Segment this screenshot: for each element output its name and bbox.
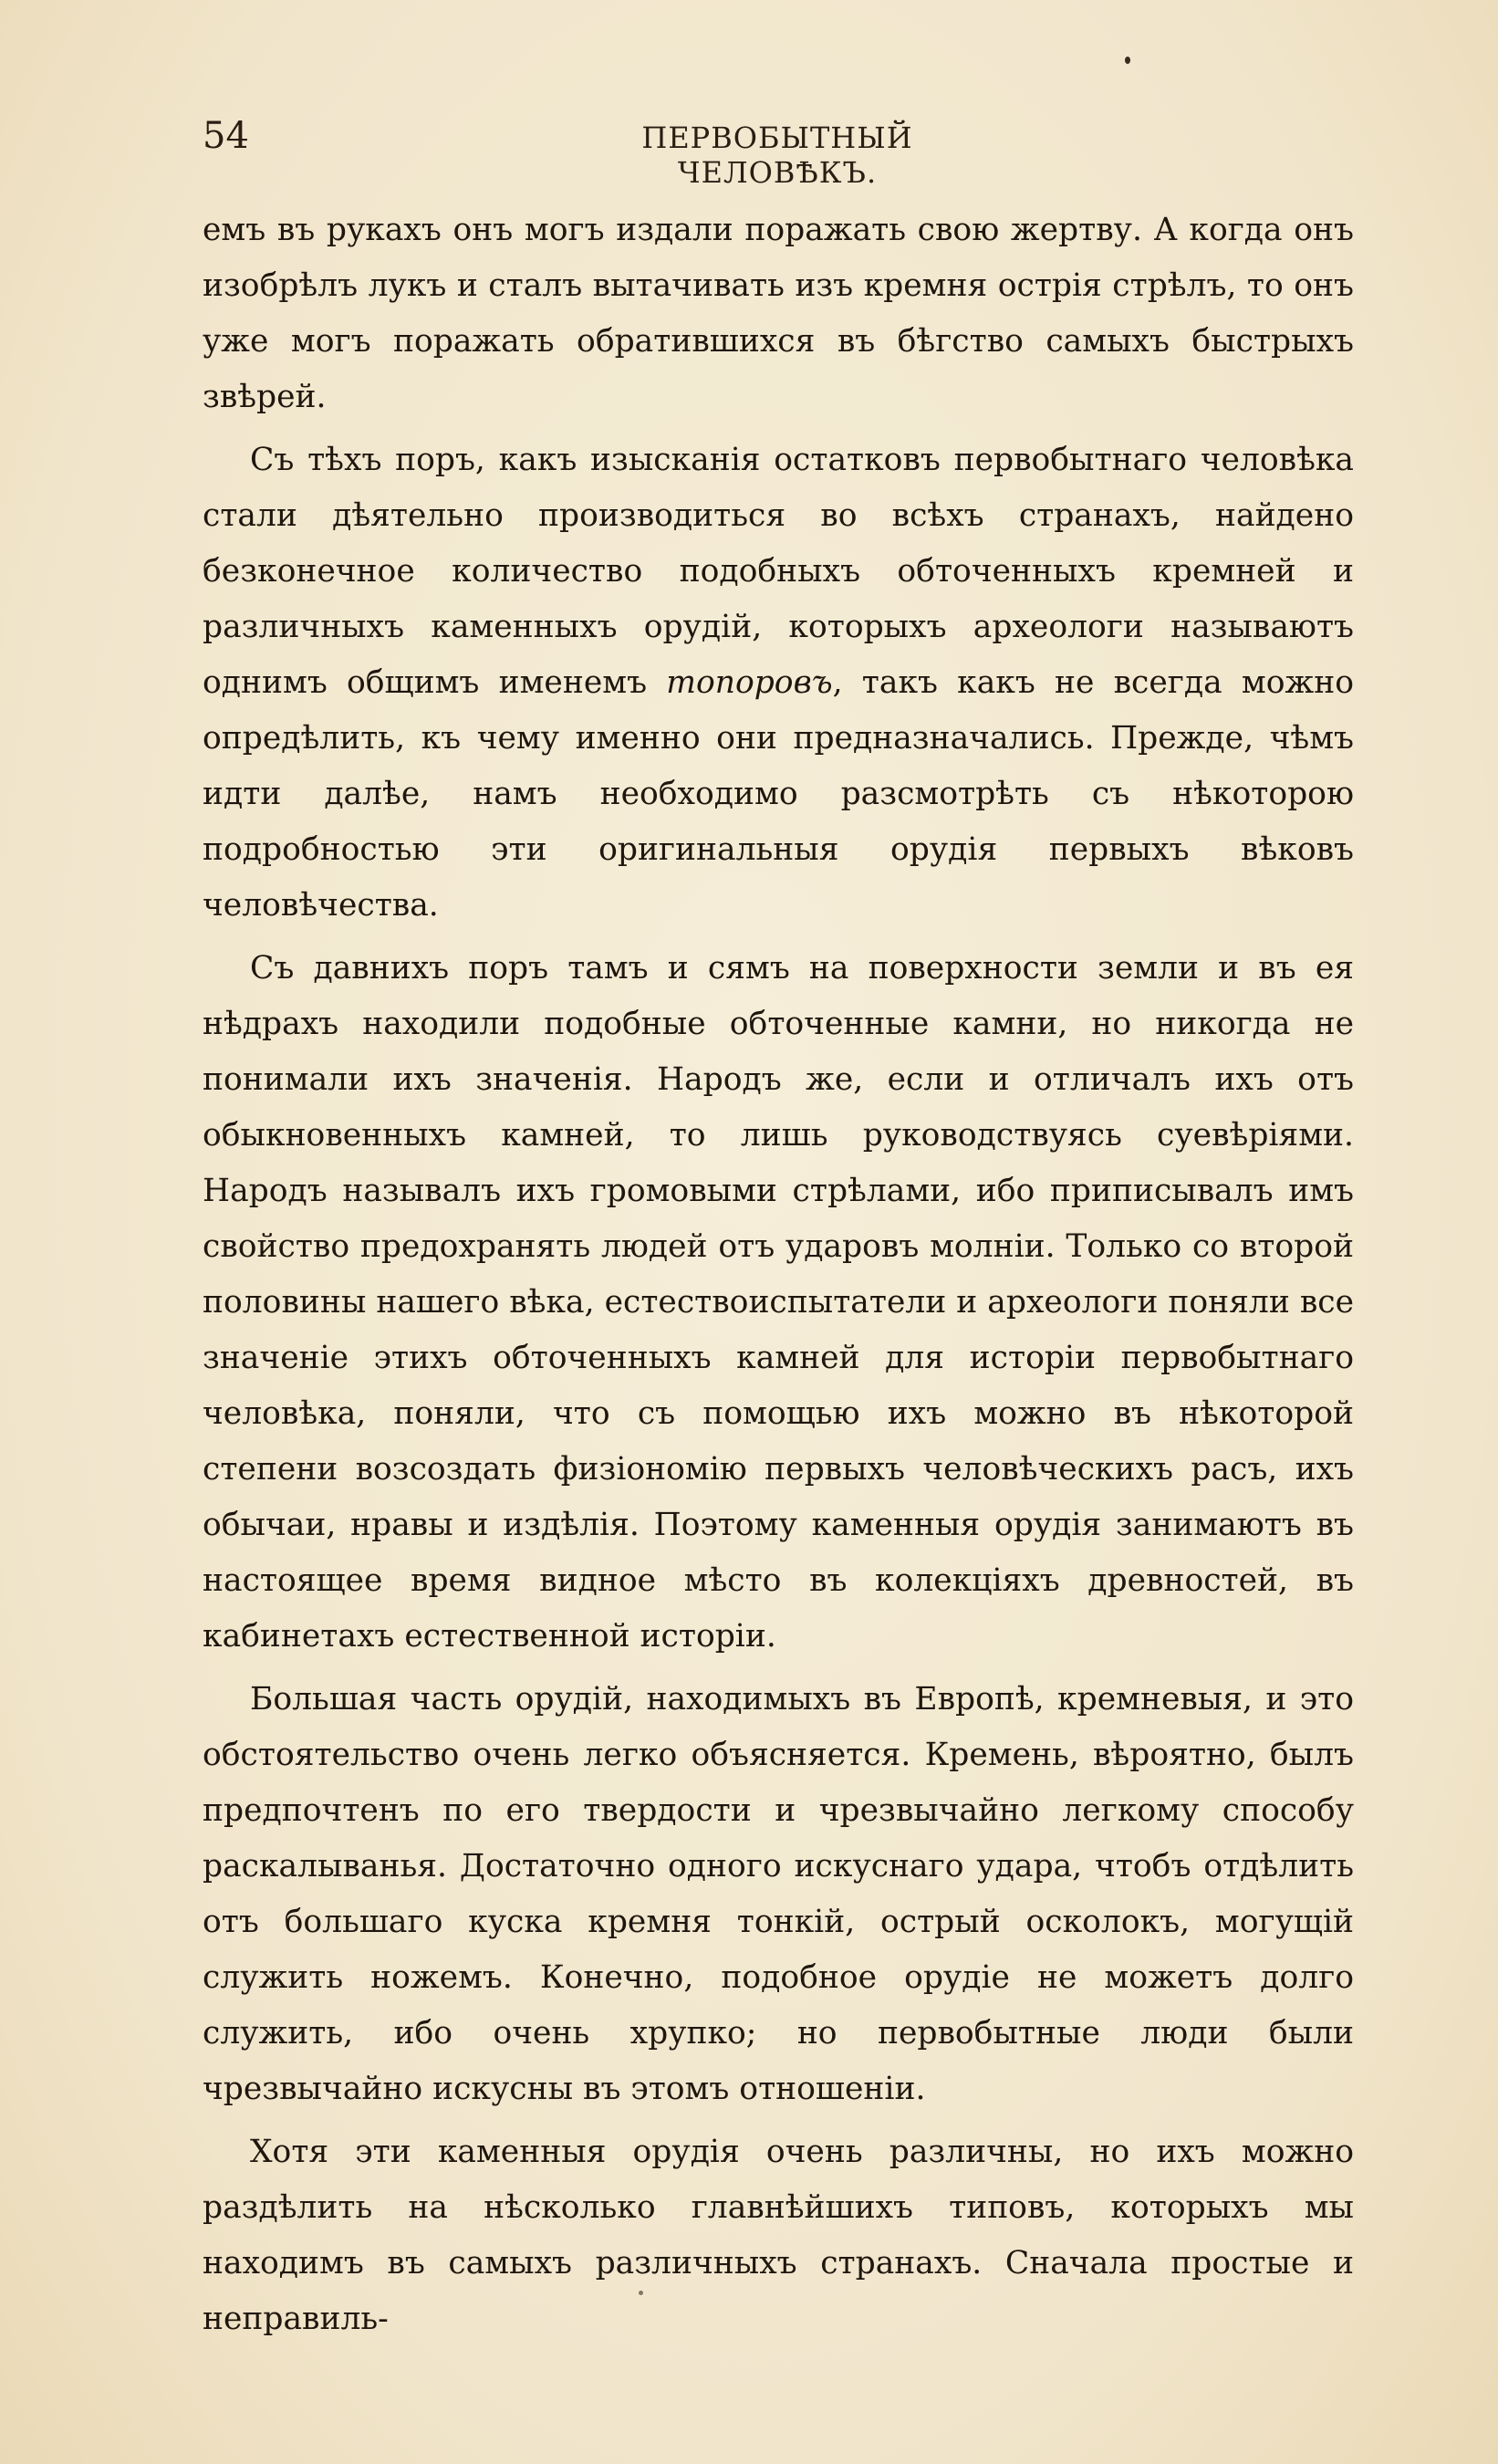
paragraph-4: Большая часть орудій, находимыхъ въ Европѣ, кремневыя, и это обстоятельство очень легко объясняется. Кремень, вѣроятно, былъ предпочтенъ по его твердости и чрезвычайно легкому способу раскалыванья. Достаточно одного искуснаго удара, чтобъ отдѣлить отъ большаго куска кремня тонкій, острый осколокъ, могущій служить ножемъ. Конечно, подобное орудіе не можетъ долго служить, ибо очень хрупко; но первобытные люди были чрезвычайно искусны въ этомъ отношеніи. bbox=[203, 1681, 1354, 2107]
paragraph-2 bbox=[203, 433, 1354, 934]
paragraph-2-text-start: Съ тѣхъ поръ, какъ изысканія остатковъ первобытнаго человѣка стали дѣятельно производиться во всѣхъ странахъ, найдено безконечное количество подобныхъ обточенныхъ кремней и различныхъ каменныхъ орудій, которыхъ археологи называютъ однимъ общимъ именемъ bbox=[203, 442, 1354, 701]
page-number: 54 bbox=[203, 115, 249, 157]
paragraph-1: емъ въ рукахъ онъ могъ издали поражать свою жертву. А когда онъ изобрѣлъ лукъ и сталъ вытачивать изъ кремня острія стрѣлъ, то онъ уже могъ поражать обратившихся въ бѣгство самыхъ быстрыхъ звѣрей. bbox=[203, 212, 1354, 415]
ink-speck bbox=[1125, 57, 1130, 64]
running-title: ПЕРВОБЫТНЫЙ ЧЕЛОВѢКЪ. bbox=[641, 120, 913, 190]
paragraph-5: Хотя эти каменныя орудія очень различны, но ихъ можно раздѣлить на нѣсколько главнѣйшихъ типовъ, которыхъ мы находимъ въ самыхъ различныхъ странахъ. Сначала простые и неправиль- bbox=[203, 2134, 1354, 2337]
paragraph-3: Съ давнихъ поръ тамъ и сямъ на поверхности земли и въ ея нѣдрахъ находили подобные обточенные камни, но никогда не понимали ихъ значенія. Народъ же, если и отличалъ ихъ отъ обыкновенныхъ камней, то лишь руководствуясь суевѣріями. Народъ называлъ ихъ громовыми стрѣлами, ибо приписывалъ имъ свойство предохранять людей отъ ударовъ молніи. Только со второй половины нашего вѣка, естествоиспытатели и археологи поняли все значеніе этихъ обточенныхъ камней для исторіи первобытнаго человѣка, поняли, что съ помощью ихъ можно въ нѣкоторой степени возсоздать физіономію первыхъ человѣческихъ расъ, ихъ обычаи, нравы и издѣлія. Поэтому каменныя орудія занимаютъ въ настоящее время видное мѣсто въ колекціяхъ древностей, въ кабинетахъ естественной исторіи. bbox=[203, 950, 1354, 1655]
paragraph-2-italic-term: топоровъ bbox=[666, 664, 833, 701]
page-header bbox=[203, 110, 1354, 190]
paragraph-2-text-end: , такъ какъ не всегда можно опредѣлить, къ чему именно они предназначались. Прежде, чѣмъ идти далѣе, намъ необходимо разсмотрѣть съ нѣкоторою подробностью эти оригинальныя орудія первыхъ вѣковъ человѣчества. bbox=[203, 664, 1354, 924]
body-text bbox=[203, 203, 1354, 2354]
